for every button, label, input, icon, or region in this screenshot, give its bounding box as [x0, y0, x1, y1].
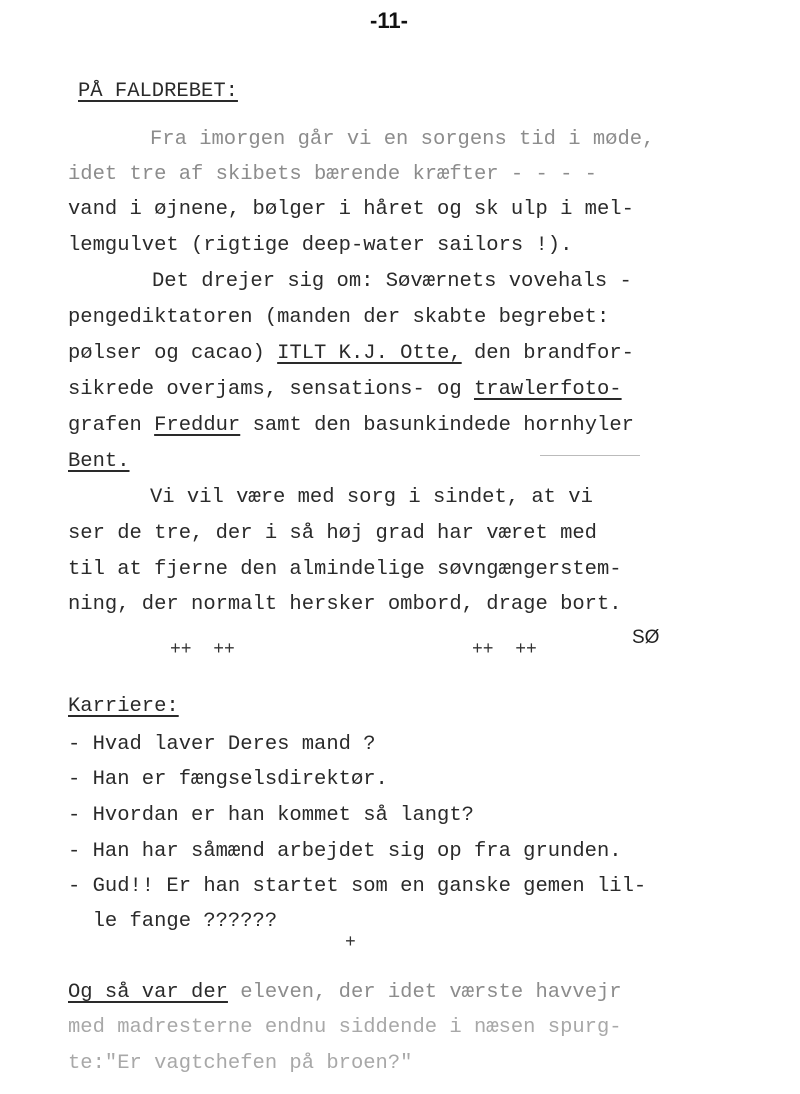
underlined-word: trawlerfoto-	[473, 378, 622, 401]
text-line: Fra imorgen går vi en sorgens tid i møde,	[150, 128, 655, 151]
underlined-lead: Og så var der	[68, 981, 228, 1004]
dialogue-line: - Hvad laver Deres mand ?	[68, 733, 376, 756]
section-heading-faldrebet: PÅ FALDREBET:	[78, 80, 238, 103]
text-segment: grafen	[68, 414, 142, 437]
text-line: ning, der normalt hersker ombord, drage bort.	[68, 593, 622, 616]
text-line: idet tre af skibets bærende kræfter - - - -	[68, 163, 597, 186]
text-segment: sikrede overjams, sensations- og	[68, 378, 462, 401]
text-segment: samt den basunkindede hornhyler	[252, 414, 634, 437]
text-line	[68, 983, 622, 1004]
separator-plus: +	[345, 933, 356, 953]
text-line: lemgulvet (rigtige deep-water sailors !).	[68, 234, 573, 257]
section-heading-karriere: Karriere:	[68, 695, 179, 718]
text-line	[68, 344, 634, 365]
text-line	[68, 380, 622, 401]
text-segment: eleven, der idet værste havvejr	[240, 981, 622, 1004]
separator-plus-right: ++ ++	[472, 640, 537, 660]
text-segment: pølser og cacao)	[68, 342, 265, 365]
divider	[540, 455, 640, 456]
text-line: Det drejer sig om: Søværnets vovehals -	[152, 270, 632, 293]
text-segment: den brandfor-	[474, 342, 634, 365]
text-line	[68, 416, 634, 437]
text-line: te:"Er vagtchefen på broen?"	[68, 1052, 413, 1075]
page-number: -11-	[370, 8, 408, 33]
dialogue-line: - Gud!! Er han startet som en ganske gemen lil-	[68, 875, 647, 898]
dialogue-line: le fange ??????	[68, 910, 278, 933]
underlined-name: Freddur	[154, 414, 241, 437]
dialogue-line: - Hvordan er han kommet så langt?	[68, 804, 474, 827]
text-line: Vi vil være med sorg i sindet, at vi	[150, 486, 593, 509]
dialogue-line: - Han er fængselsdirektør.	[68, 768, 388, 791]
text-line: pengediktatoren (manden der skabte begrebet:	[68, 306, 610, 329]
text-line: vand i øjnene, bølger i håret og sk ulp i mel-	[68, 198, 634, 221]
signature: SØ	[632, 627, 660, 648]
text-line: med madresterne endnu siddende i næsen spurg-	[68, 1016, 622, 1039]
text-line: ser de tre, der i så høj grad har været med	[68, 522, 597, 545]
separator-plus-left: ++ ++	[170, 640, 235, 660]
dialogue-line: - Han har såmænd arbejdet sig op fra grunden.	[68, 840, 622, 863]
underlined-name: ITLT K.J. Otte,	[277, 342, 462, 365]
text-line: til at fjerne den almindelige søvngængerstem-	[68, 558, 622, 581]
text-line: Bent.	[68, 450, 130, 473]
